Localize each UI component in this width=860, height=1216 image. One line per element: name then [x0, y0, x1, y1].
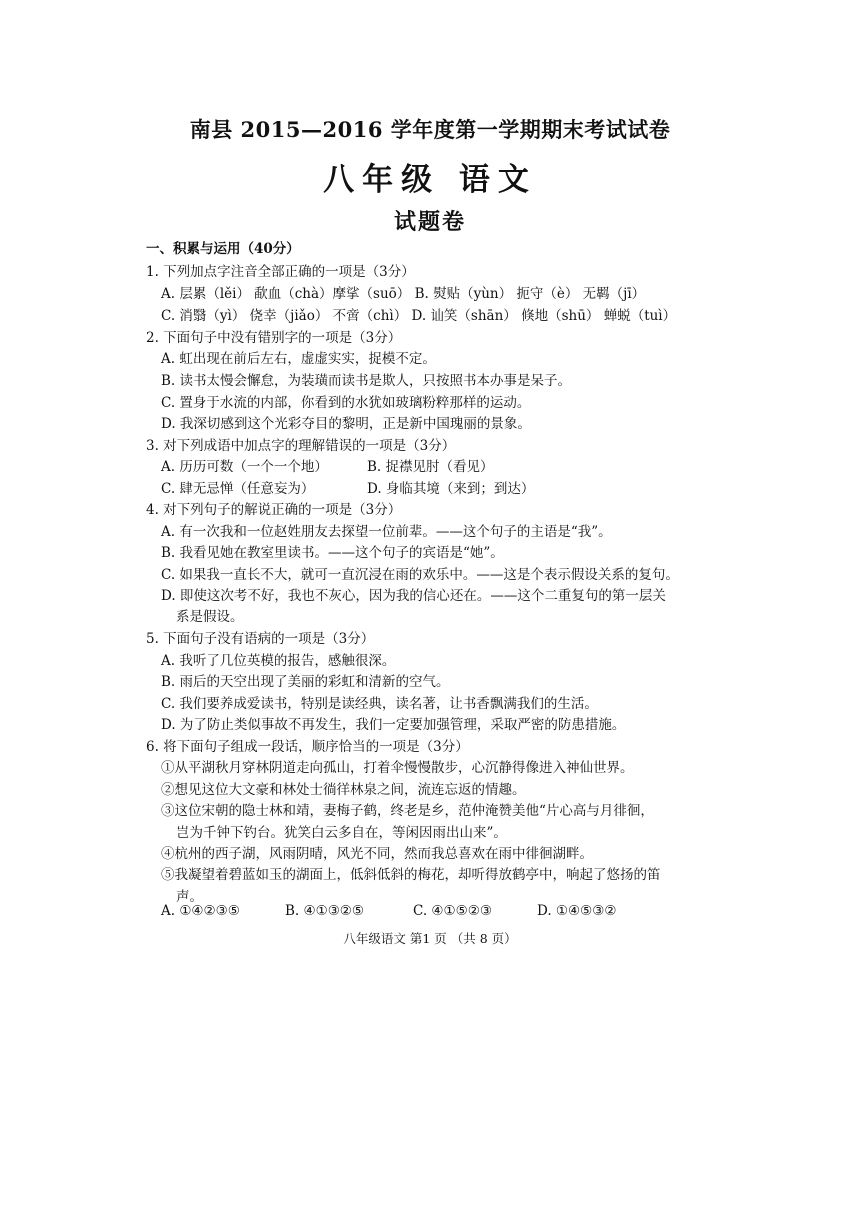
- question-5-stem: 5. 下面句子没有语病的一项是（3分）: [146, 631, 375, 647]
- exam-title: 南县 2015—2016 学年度第一学期期末考试试卷: [189, 117, 671, 142]
- question-3-option-c: C. 肆无忌惮（任意妄为）: [161, 481, 315, 497]
- question-6-sentence-3-continued: 岂为千钟下钓台。犹笑白云多自在，等闲因雨出山来”。: [176, 825, 507, 841]
- question-5-option-b: B. 雨后的天空出现了美丽的彩虹和清新的空气。: [161, 674, 450, 690]
- question-6-sentence-3: ③这位宋朝的隐士林和靖，妻梅子鹤，终老是乡，范仲淹赞美他“片心高与月徘徊，: [161, 803, 654, 819]
- question-3-stem: 3. 对下列成语中加点字的理解错误的一项是（3分）: [146, 438, 456, 454]
- question-6-stem: 6. 将下面句子组成一段话，顺序恰当的一项是（3分）: [146, 739, 469, 755]
- question-6-option-d: D. ①④⑤③②: [537, 903, 617, 919]
- question-4-option-d: D. 即使这次考不好，我也不灰心，因为我的信心还在。——这个二重复句的第一层关: [161, 588, 666, 604]
- question-4-option-b: B. 我看见她在教室里读书。——这个句子的宾语是“她”。: [161, 545, 504, 561]
- question-6-option-b: B. ④①③②⑤: [285, 903, 365, 919]
- question-4-option-c: C. 如果我一直长不大，就可一直沉浸在雨的欢乐中。——这是个表示假设关系的复句。: [161, 567, 679, 583]
- question-2-stem: 2. 下面句子中没有错别字的一项是（3分）: [146, 330, 402, 346]
- question-6-option-a: A. ①④②③⑤: [161, 903, 240, 919]
- question-3-option-a: A. 历历可数（一个一个地）: [161, 459, 328, 475]
- question-6-sentence-4: ④杭州的西子湖，风雨阴晴，风光不同，然而我总喜欢在雨中徘徊湖畔。: [161, 846, 593, 862]
- question-5-option-d: D. 为了防止类似事故不再发生，我们一定要加强管理，采取严密的防患措施。: [161, 717, 626, 733]
- question-3-option-d: D. 身临其境（来到；到达）: [367, 481, 535, 497]
- question-6-sentence-2: ②想见这位大文豪和林处士徜徉林泉之间，流连忘返的情趣。: [161, 782, 526, 798]
- section-heading: 一、积累与运用（40分）: [146, 241, 300, 257]
- paper-type-title: 试题卷: [393, 209, 466, 235]
- question-1-options-row-1: A. 层累（lěi） 歃血（chà）摩挲（suō） B. 熨贴（yùn） 扼守（è） 无羁（jī）: [161, 286, 646, 302]
- question-1-stem: 1. 下列加点字注音全部正确的一项是（3分）: [146, 264, 415, 280]
- question-4-option-d-continued: 系是假设。: [176, 609, 244, 625]
- question-2-option-a: A. 虹出现在前后左右，虚虚实实，捉模不定。: [161, 351, 436, 367]
- question-2-option-b: B. 读书太慢会懈怠，为装璜而读书是欺人，只按照书本办事是呆子。: [161, 373, 572, 389]
- page-footer: 八年级语文 第1 页 （共 8 页）: [343, 931, 517, 946]
- grade-subject-title: 八年级 语文: [323, 162, 537, 198]
- question-4-stem: 4. 对下列句子的解说正确的一项是（3分）: [146, 502, 402, 518]
- question-6-option-c: C. ④①⑤②③: [413, 903, 492, 919]
- question-4-option-a: A. 有一次我和一位赵姓朋友去探望一位前辈。——这个句子的主语是“我”。: [161, 524, 612, 540]
- question-5-option-c: C. 我们要养成爱读书，特别是读经典，读名著，让书香飘满我们的生活。: [161, 696, 598, 712]
- question-2-option-c: C. 置身于水流的内部，你看到的水犹如玻璃粉粹那样的运动。: [161, 395, 531, 411]
- question-6-sentence-5-continued: 声。: [176, 889, 203, 905]
- question-5-option-a: A. 我听了几位英模的报告，感触很深。: [161, 653, 396, 669]
- question-6-sentence-1: ①从平湖秋月穿林阴道走向孤山，打着伞慢慢散步，心沉静得像进入神仙世界。: [161, 760, 634, 776]
- question-3-option-b: B. 捉襟见肘（看见）: [367, 459, 494, 475]
- question-1-options-row-2: C. 消翳（yì） 侥幸（jiǎo） 不啻（chì） D. 讪笑（shān） 倏地（shū） 蝉蜕（tuì）: [161, 308, 677, 324]
- question-2-option-d: D. 我深切感到这个光彩夺目的黎明，正是新中国瑰丽的景象。: [161, 416, 531, 432]
- question-6-sentence-5: ⑤我凝望着碧蓝如玉的湖面上，低斜低斜的梅花，却听得放鹤亭中，响起了悠扬的笛: [161, 867, 661, 883]
